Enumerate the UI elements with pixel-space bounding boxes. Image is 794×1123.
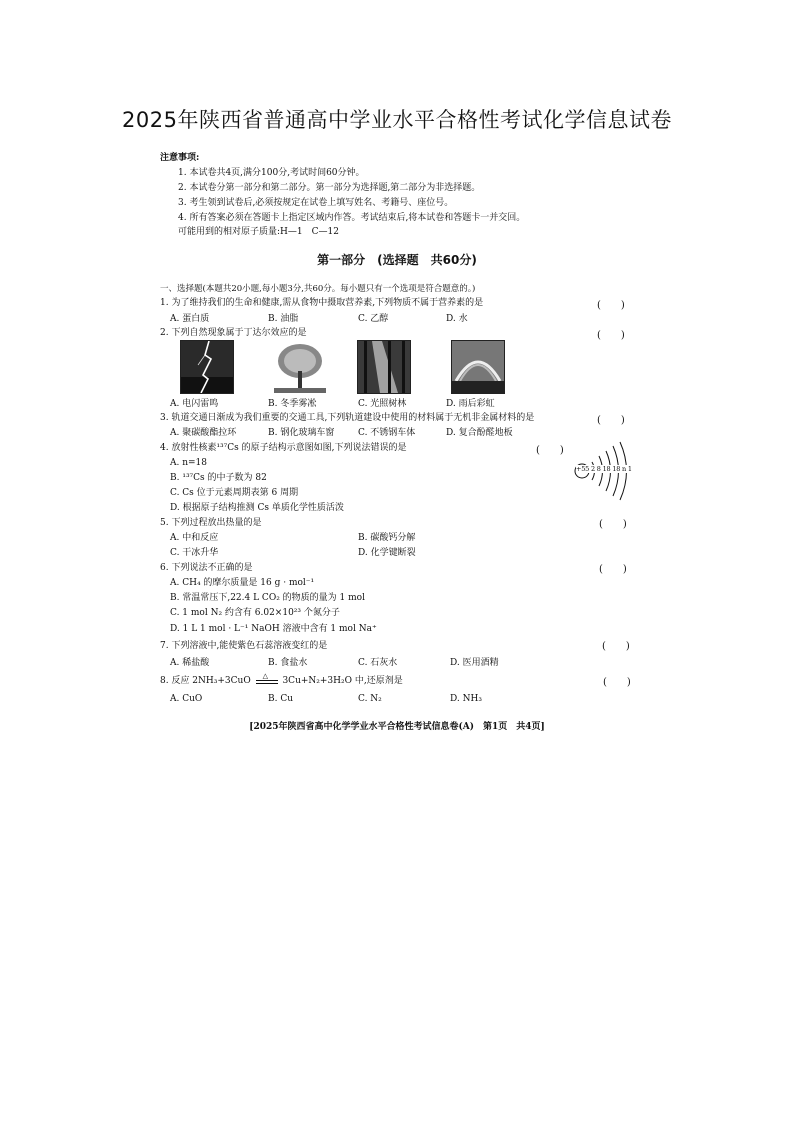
question-1-option: D. 水 — [446, 314, 468, 324]
question-3-option: A. 聚碳酸酯拉环 — [170, 428, 237, 438]
question-1-option: B. 油脂 — [268, 314, 299, 324]
question-4-option: D. 根据原子结构推测 Cs 单质化学性质活泼 — [170, 503, 344, 513]
question-8-stem-part1: 8. 反应 2NH₃+3CuO — [160, 676, 251, 686]
question-6-option: B. 常温常压下,22.4 L CO₂ 的物质的量为 1 mol — [170, 593, 365, 603]
question-5-option: A. 中和反应 — [170, 533, 219, 543]
question-7-option: A. 稀盐酸 — [170, 658, 210, 668]
question-6-stem: 6. 下列说法不正确的是 — [160, 563, 253, 573]
question-6-option: A. CH₄ 的摩尔质量是 16 g · mol⁻¹ — [170, 578, 315, 588]
question-1-option: C. 乙醇 — [358, 314, 389, 324]
atomic-masses: 可能用到的相对原子质量:H—1 C—12 — [178, 227, 339, 237]
question-7-stem: 7. 下列溶液中,能使紫色石蕊溶液变红的是 — [160, 641, 328, 651]
question-2-stem: 2. 下列自然现象属于丁达尔效应的是 — [160, 328, 307, 338]
question-6-option: C. 1 mol N₂ 约含有 6.02×10²³ 个氮分子 — [170, 608, 340, 618]
section-title: 第一部分 (选择题 共60分) — [317, 253, 477, 267]
question-3-option: C. 不锈钢车体 — [358, 428, 416, 438]
answer-paren: ( ) — [597, 330, 625, 341]
answer-paren: ( ) — [597, 415, 625, 426]
question-4-option: B. ¹³⁷Cs 的中子数为 82 — [170, 473, 267, 483]
question-5-option: B. 碳酸钙分解 — [358, 533, 416, 543]
answer-paren: ( ) — [597, 300, 625, 311]
question-7-option: C. 石灰水 — [358, 658, 398, 668]
question-4-option: A. n=18 — [170, 458, 208, 468]
question-2-option: B. 冬季雾凇 — [268, 399, 317, 409]
question-2-option: A. 电闪雷鸣 — [170, 399, 219, 409]
answer-paren: ( ) — [602, 641, 630, 652]
rainbow-photo — [451, 340, 505, 394]
heat-symbol: △ — [262, 671, 268, 680]
question-8-stem — [160, 671, 403, 688]
answer-paren: ( ) — [536, 445, 564, 456]
notes-item: 4. 所有答案必须在答题卡上指定区域内作答。考试结束后,将本试卷和答题卡一并交回。 — [178, 213, 526, 223]
question-6-option: D. 1 L 1 mol · L⁻¹ NaOH 溶液中含有 1 mol Na⁺ — [170, 624, 377, 634]
question-3-option: B. 钢化玻璃车窗 — [268, 428, 335, 438]
question-5-option: D. 化学键断裂 — [358, 548, 416, 558]
question-8-option: A. CuO — [170, 694, 203, 704]
question-8-stem-part2: 3Cu+N₂+3H₂O 中,还原剂是 — [282, 676, 403, 686]
question-3-option: D. 复合酚醛地板 — [446, 428, 513, 438]
question-7-option: B. 食盐水 — [268, 658, 308, 668]
question-8-option: B. Cu — [268, 694, 294, 704]
notes-item: 2. 本试卷分第一部分和第二部分。第一部分为选择题,第二部分为非选择题。 — [178, 183, 481, 193]
question-2-option: D. 雨后彩虹 — [446, 399, 495, 409]
forest-light-photo — [357, 340, 411, 394]
notes-heading: 注意事项: — [160, 153, 200, 163]
question-1-option: A. 蛋白质 — [170, 314, 210, 324]
question-4-stem: 4. 放射性核素¹³⁷Cs 的原子结构示意图如图,下列说法错误的是 — [160, 443, 407, 453]
answer-paren: ( ) — [599, 519, 627, 530]
question-2-option: C. 光照树林 — [358, 399, 407, 409]
section-instructions: 一、选择题(本题共20小题,每小题3分,共60分。每小题只有一个选项是符合题意的。) — [160, 284, 476, 294]
page-footer: [2025年陕西省高中化学学业水平合格性考试信息卷(A) 第1页 共4页] — [249, 722, 545, 732]
frost-tree-photo — [273, 340, 327, 394]
reaction-arrow — [256, 671, 278, 686]
question-7-option: D. 医用酒精 — [450, 658, 499, 668]
question-5-option: C. 干冰升华 — [170, 548, 219, 558]
answer-paren: ( ) — [603, 677, 631, 688]
exam-title: 2025年陕西省普通高中学业水平合格性考试化学信息试卷 — [122, 108, 672, 132]
answer-paren: ( ) — [599, 564, 627, 575]
question-8-option: C. N₂ — [358, 694, 382, 704]
question-3-stem: 3. 轨道交通日渐成为我们重要的交通工具,下列轨道建设中使用的材料属于无机非金属材料的是 — [160, 413, 535, 423]
notes-item: 3. 考生领到试卷后,必须按规定在试卷上填写姓名、考籍号、座位号。 — [178, 198, 454, 208]
question-1-stem: 1. 为了维持我们的生命和健康,需从食物中摄取营养素,下列物质不属于营养素的是 — [160, 298, 484, 308]
atom-shell-label: +55 2 8 18 18 n 1 — [576, 465, 632, 473]
lightning-photo — [180, 340, 234, 394]
notes-item: 1. 本试卷共4页,满分100分,考试时间60分钟。 — [178, 168, 365, 178]
question-5-stem: 5. 下列过程放出热量的是 — [160, 518, 262, 528]
question-4-option: C. Cs 位于元素周期表第 6 周期 — [170, 488, 299, 498]
question-8-option: D. NH₃ — [450, 694, 482, 704]
